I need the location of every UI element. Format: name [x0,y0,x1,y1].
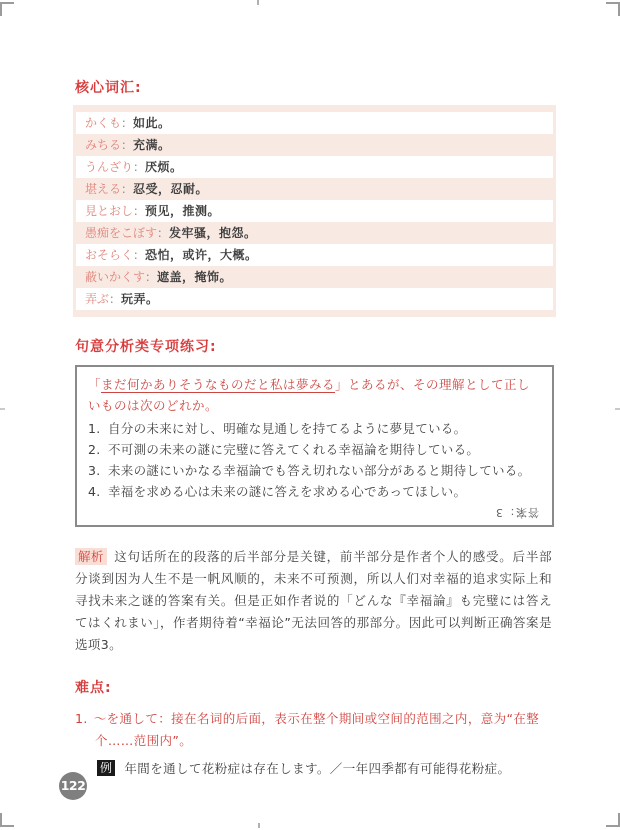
vocab-word: 弄ぶ [85,292,110,306]
example-text: 年間を通して花粉症は存在します。／一年四季都有可能得花粉症。 [124,761,511,776]
vocab-meaning: 预见，推测。 [145,204,221,218]
vocab-colon: ： [121,138,134,152]
vocab-meaning: 如此。 [133,116,171,130]
example-line [97,760,552,777]
example-badge: 例 [97,760,115,776]
crop-mark-top-left-icon [0,2,14,16]
crop-mark-left-center-icon [0,408,5,410]
page-content [75,80,552,777]
vocab-colon: ： [157,226,170,240]
vocab-word: 堪える [85,182,122,196]
vocab-row [76,288,553,310]
vocab-meaning: 恐怕，或许，大概。 [145,248,258,262]
analysis-paragraph [75,546,552,656]
difficulty-item-text: ～を通して：接在名词的后面，表示在整个期间或空间的范围之内，意为“在整个……范围内”。 [93,711,540,748]
vocab-row [76,266,553,288]
option-number: 1. [88,421,101,436]
vocab-word: みちる [85,138,122,152]
vocab-colon: ： [133,248,146,262]
vocab-row [76,156,553,178]
vocab-meaning: 厌烦。 [145,160,183,174]
difficulty-item [75,708,552,752]
question-quote-open: 「 [88,377,102,392]
vocab-meaning: 忍受，忍耐。 [133,182,209,196]
vocab-row [76,178,553,200]
option-text: 幸福を求める心は未来の謎に答えを求める心であってほしい。 [108,484,467,499]
vocab-meaning: 遮盖，掩饰。 [157,270,233,284]
question-quoted-underlined: まだ何かありそうなものだと私は夢みる [101,377,336,392]
vocab-word: うんざり [85,160,134,174]
option-text: 不可測の未来の謎に完璧に答えてくれる幸福論を期待している。 [108,442,480,457]
vocab-row [76,134,553,156]
vocab-meaning: 充满。 [133,138,171,152]
crop-mark-top-right-icon [606,2,620,16]
question-option [88,418,541,439]
vocab-colon: ： [133,160,146,174]
crop-mark-bottom-right-icon [606,813,620,827]
analysis-text: 这句话所在的段落的后半部分是关键，前半部分是作者个人的感受。后半部分谈到因为人生不是一帆风顺的，未来不可预测，所以人们对幸福的追求实际上和寻找未来之谜的答案有关。但是正如作者说的「どんな『幸福論』も完璧には答えてはくれまい」，作者期待着“幸福论”无法回答的那部分。因此可以判断正确答案是选项3。 [75,549,552,652]
crop-mark-right-center-icon [615,408,620,410]
vocab-meaning: 玩弄。 [121,292,159,306]
question-box [75,365,554,527]
question-option [88,460,541,481]
vocab-colon: ： [133,204,146,218]
vocab-row [76,200,553,222]
vocab-word: おそらく [85,248,134,262]
question-options [88,418,541,502]
crop-mark-bottom-left-icon [0,813,14,827]
vocab-section-heading: 核心词汇: [75,80,142,96]
vocab-word: かくも [85,116,122,130]
vocab-word: 蔽いかくす [85,270,146,284]
vocab-word: 愚痴をこぼす [85,226,158,240]
question-text [88,374,541,416]
vocab-word: 見とおし [85,204,134,218]
vocab-meaning: 发牢骚，抱怨。 [169,226,257,240]
option-number: 3. [88,463,101,478]
vocab-panel [73,105,556,317]
difficulty-item-number: 1. [75,711,88,726]
option-text: 自分の未来に対し、明確な見通しを持てるように夢見ている。 [108,421,467,436]
upside-down-answer: 答案：3 [495,506,539,519]
crop-mark-bottom-center-icon [258,823,260,828]
vocab-colon: ： [121,116,134,130]
vocab-colon: ： [121,182,134,196]
question-quote-close: 」 [335,377,349,392]
vocab-colon: ： [145,270,158,284]
difficulty-section-heading: 难点: [75,680,112,696]
question-option [88,439,541,460]
exercise-section-heading: 句意分析类专项练习: [75,339,217,355]
option-number: 2. [88,442,101,457]
vocab-row [76,222,553,244]
question-option [88,481,541,502]
page-number-badge: 122 [59,772,87,800]
option-text: 未来の謎にいかなる幸福論でも答え切れない部分があると期待している。 [108,463,531,478]
question-rest: とあるが、その理解として正しいものは次のどれか。 [88,377,531,413]
vocab-row [76,244,553,266]
analysis-badge: 解析 [75,548,107,565]
crop-mark-top-center-icon [257,0,259,5]
vocab-row [76,112,553,134]
option-number: 4. [88,484,101,499]
answer-line [88,503,539,519]
vocab-colon: ： [109,292,122,306]
